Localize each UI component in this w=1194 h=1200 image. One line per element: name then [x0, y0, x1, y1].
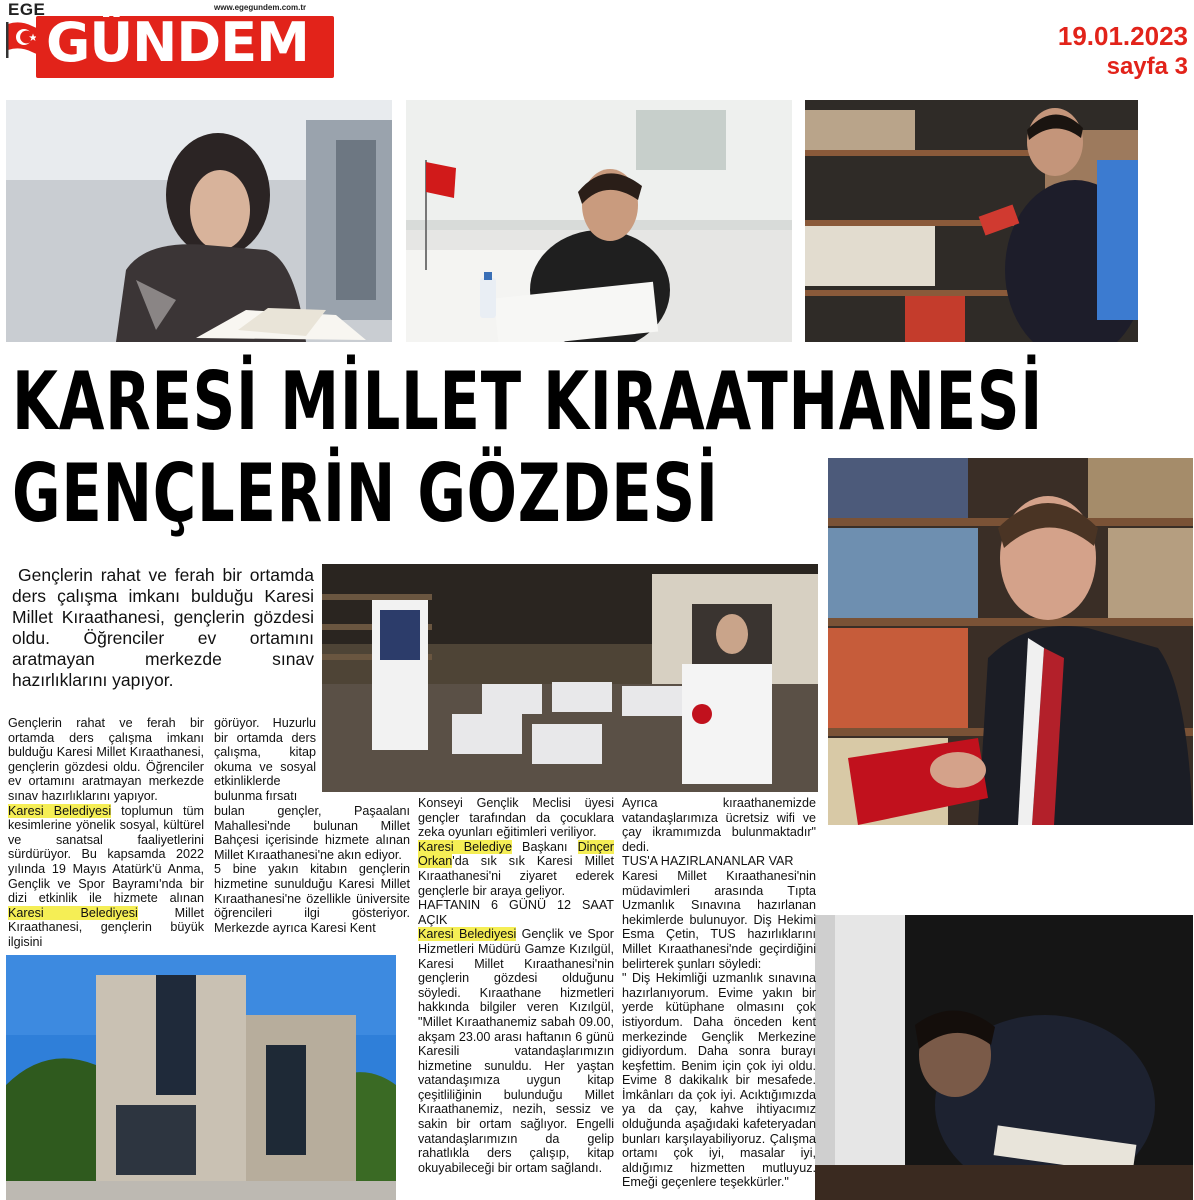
- masthead-url: www.egegundem.com.tr: [214, 3, 307, 12]
- col1-text: [8, 716, 204, 950]
- col3-p2b: 'da sık sık Karesi Millet Kıraathanesi'ni ziyaret ederek gençlerle bir araya geliyor.: [418, 854, 614, 898]
- col3-highlight-2: Dinçer Orkan: [418, 839, 614, 869]
- col3-subheading: HAFTANIN 6 GÜNÜ 12 SAAT AÇIK: [418, 898, 614, 927]
- col3-para-3: [418, 927, 614, 1175]
- lead-paragraph: [12, 565, 314, 691]
- issue-date: 19.01.2023: [1057, 21, 1188, 51]
- masthead-ege: EGE: [8, 0, 46, 19]
- col1-highlight-1: Karesi Belediyesi: [8, 803, 112, 818]
- col3-para-2: [418, 840, 614, 898]
- issue-info: [1058, 20, 1188, 82]
- col1-p1: Gençlerin rahat ve ferah bir ortamda ders çalışma imkanı bulduğu Karesi Millet Kıraathanesi, gençlerin gözdesi oldu. Öğrenciler ev ortamını aratmayan merkezde sınav hazırlıklarını yapıyor.: [8, 716, 204, 803]
- photo-boy-bookshelf: [805, 100, 1138, 342]
- col1-highlight-2: Karesi Belediyesi: [8, 905, 138, 920]
- col1-p3: Millet Kıraathanesi, gençlerin büyük ilgisini: [8, 905, 204, 949]
- article-column-2: [214, 716, 316, 804]
- masthead-gundem: GÜNDEM: [46, 11, 309, 74]
- col2-p2: bulan gençler, Paşaalanı Mahallesi'nde bulunan Millet Bahçesi içerisinde hizmete alınan Millet Kıraathanesi'ne akın ediyor.: [214, 804, 410, 862]
- col4-p2: Karesi Millet Kıraathanesi'nin müdavimleri arasında Tıpta Uzmanlık Sınavına hazırlanan hekimlerde bulunuyor. Diş Hekimi Esma Çetin, TUS hazırlıklarını Millet Kıraathanesi'nde geçirdiğini belirterek şunları söyledi:: [622, 868, 816, 971]
- article-column-3: [418, 796, 614, 1175]
- page-number: sayfa 3: [1106, 53, 1188, 80]
- photo-reading-hall: [322, 564, 818, 792]
- col3-highlight-3: Karesi Belediyesi: [418, 927, 517, 942]
- col4-p3: " Diş Hekimliği uzmanlık sınavına hazırlanıyorum. Evime yakın bir yerde kütüphane olmasını çok istiyordum. Daha önceden kent merkezinde Gençlik Merkezine gidiyordum. Daha sonra burayı keşfettim. Benim için çok iyi oldu. Evime 8 dakikalık bir mesafede. İmkânları da çok iyi. Acıktığımızda ya da çay, kahve ihtiyacımız olduğunda aşağıdaki kafeteryadan bunları karşılayabiliyoruz. Çalışma ortamı çok iyi, masalar iyi, aldığımız hizmetten mutluyuz. Emeği geçenlere teşekkürler.": [622, 971, 816, 1190]
- article-column-1: [8, 716, 204, 950]
- photo-student-studying: [406, 100, 792, 342]
- col4-subheading: TUS'A HAZIRLANANLAR VAR: [622, 854, 794, 869]
- article-column-2-lower: [214, 804, 410, 935]
- headline-line2: GENÇLERİN GÖZDESİ: [12, 447, 719, 540]
- lead-text: Gençlerin rahat ve ferah bir ortamda ders çalışma imkanı bulduğu Karesi Millet Kıraathanesi, gençlerin gözdesi oldu. Öğrenciler ev ortamını aratmayan merkezde sınav hazırlıklarını yapıyor.: [12, 565, 314, 690]
- masthead-logo: [6, 0, 336, 82]
- photo-young-man-reading: [815, 915, 1193, 1200]
- col3-p2a: Başkanı: [512, 839, 578, 854]
- col1-p2: toplumun tüm kesimlerine yönelik sosyal, kültürel ve sanatsal faaliyetlerini sürdürüyor. Bu kapsamda 2022 yılında 19 Mayıs Atatürk'ü Anma, Gençlik ve Spor Bayramı'nda bir dizi etkinlik ile hizmete alınan: [8, 803, 204, 906]
- col3-p1: Konseyi Gençlik Meclisi üyesi gençler tarafından da çocuklara zeka oyunları eğitimleri veriliyor.: [418, 796, 614, 840]
- col2-p3: 5 bine yakın kitabın gençlerin hizmetine sunulduğu Karesi Millet Kıraathanesi'ne özellikle üniversite öğrencileri ilgi gösteriyor. Merkezde ayrıca Karesi Kent: [214, 862, 410, 935]
- col2-p1: görüyor. Huzurlu bir ortamda ders çalışma, kitap okuma ve sosyal etkinliklerde bulunma fırsatı: [214, 716, 316, 803]
- col3-highlight-1: Karesi Belediye: [418, 839, 513, 854]
- photo-woman-reading: [6, 100, 392, 342]
- headline-line1: KARESİ MİLLET KIRAATHANESİ: [12, 355, 1043, 448]
- col4-p1: Ayrıca kıraathanemizde vatandaşlarımıza ücretsiz wifi ve çay ikramımızda bulunmaktadır" dedi.: [622, 796, 816, 854]
- headline: [12, 355, 1043, 540]
- col3-p3: Gençlik ve Spor Hizmetleri Müdürü Gamze Kızılgül, Karesi Millet Kıraathanesi'nin gençlerin gözdesi olduğunu söyledi. Kıraathane hizmetleri hakkında bilgiler veren Kızılgül, "Millet Kıraathanemiz sabah 09.00, akşam 23.00 arası haftanın 6 günü Karesili vatandaşlarımızın hizmetine sunuldu. Her yaştan vatandaşımıza uygun kitap çeşitliliğinin bulunduğu Millet Kıraathanemiz, nezih, sessiz ve sakin bir ortam sağlıyor. Engelli vatandaşlarımızın da gelip rahatlıkla ders çalışıp, kitap okuyabileceği bir ortam sağlandı.: [418, 927, 614, 1175]
- photo-mayor-reading: [828, 458, 1193, 825]
- article-column-4: [622, 796, 816, 1190]
- photo-building-exterior: [6, 955, 396, 1200]
